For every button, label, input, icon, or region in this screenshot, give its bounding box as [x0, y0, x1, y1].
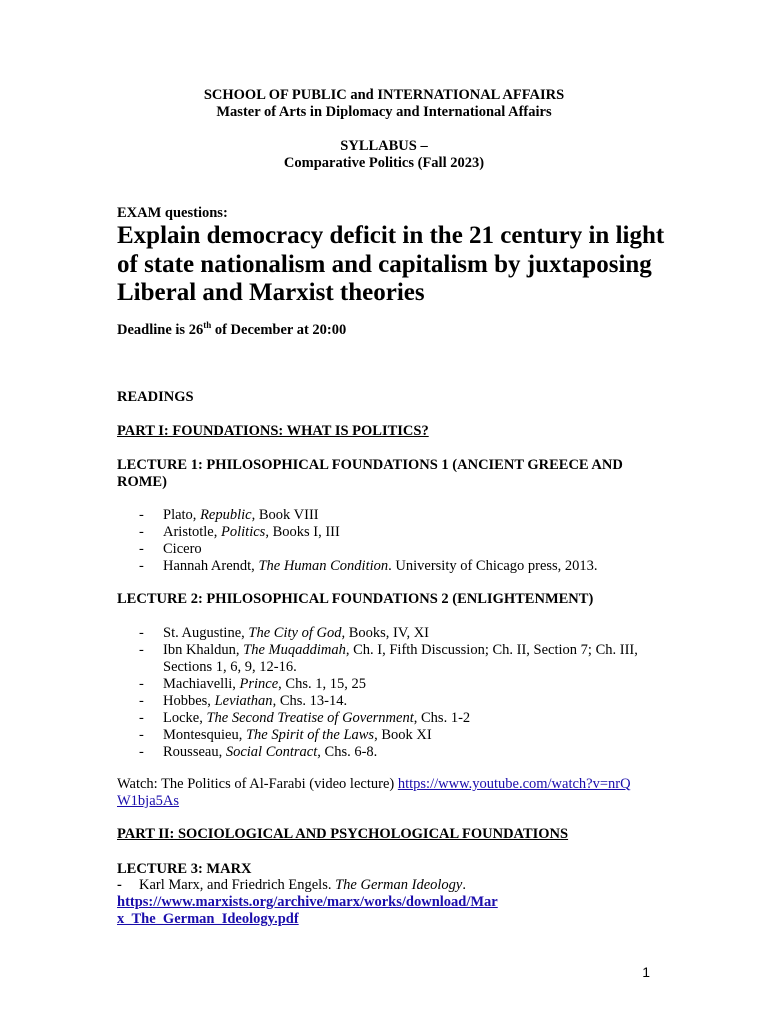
- marxists-link-line: [117, 894, 502, 928]
- lecture3-heading: LECTURE 3: MARX: [117, 861, 252, 877]
- watch-text: Watch: The Politics of Al-Farabi (video lecture): [117, 776, 398, 792]
- lecture1-heading: LECTURE 1: PHILOSOPHICAL FOUNDATIONS 1 (ANCIENT GREECE AND ROME): [117, 457, 623, 490]
- deadline-suffix: of December at 20:00: [211, 322, 347, 338]
- lecture2-heading: LECTURE 2: PHILOSOPHICAL FOUNDATIONS 2 (ENLIGHTENMENT): [117, 591, 594, 607]
- list-item: - Hobbes, Leviathan, Chs. 13-14.: [139, 693, 348, 709]
- part1-heading: PART I: FOUNDATIONS: WHAT IS POLITICS?: [117, 423, 429, 439]
- list-item: - Aristotle, Politics, Books I, III: [139, 524, 340, 540]
- list-item: - Cicero: [139, 541, 202, 557]
- list-item: - St. Augustine, The City of God, Books, IV, XI: [139, 625, 429, 641]
- list-item: - Montesquieu, The Spirit of the Laws, Book XI: [139, 727, 432, 743]
- syllabus-label: SYLLABUS –: [340, 138, 428, 154]
- deadline-sup: th: [203, 320, 212, 331]
- list-item: - Machiavelli, Prince, Chs. 1, 15, 25: [139, 676, 366, 692]
- deadline-prefix: Deadline is 26: [117, 322, 204, 338]
- readings-heading: READINGS: [117, 389, 194, 405]
- list-item: - Locke, The Second Treatise of Government, Chs. 1-2: [139, 710, 471, 726]
- lecture3-item: - Karl Marx, and Friedrich Engels. The German Ideology.: [117, 877, 466, 893]
- syllabus-block: [0, 138, 768, 172]
- school-name: SCHOOL OF PUBLIC and INTERNATIONAL AFFAIRS: [203, 87, 565, 103]
- header-block: [0, 87, 768, 121]
- deadline: [117, 322, 346, 339]
- lecture1-list: [117, 507, 657, 575]
- course-title: Comparative Politics (Fall 2023): [283, 155, 485, 171]
- part2-heading: PART II: SOCIOLOGICAL AND PSYCHOLOGICAL FOUNDATIONS: [117, 826, 569, 842]
- program-name: Master of Arts in Diplomacy and International Affairs: [216, 104, 552, 120]
- exam-question: Explain democracy deficit in the 21 century in light of state nationalism and capitalism by juxtaposing Liberal and Marxist theories: [117, 222, 665, 306]
- page-number: 1: [642, 964, 650, 980]
- list-item: - Hannah Arendt, The Human Condition. University of Chicago press, 2013.: [139, 558, 598, 574]
- youtube-link[interactable]: https://www.youtube.com/watch?v=nrQW1bja5As: [117, 776, 631, 809]
- list-item: - Rousseau, Social Contract, Chs. 6-8.: [139, 744, 378, 760]
- lecture2-list: [117, 625, 657, 761]
- list-item: - Ibn Khaldun, The Muqaddimah, Ch. I, Fifth Discussion; Ch. II, Section 7; Ch. III, Sections 1, 6, 9, 12-16.: [139, 642, 638, 675]
- marxists-link[interactable]: https://www.marxists.org/archive/marx/works/download/Marx_The_German_Ideology.pdf: [117, 894, 498, 927]
- list-item: - Plato, Republic, Book VIII: [139, 507, 319, 523]
- watch-line: [117, 776, 637, 810]
- exam-label: EXAM questions:: [117, 205, 228, 221]
